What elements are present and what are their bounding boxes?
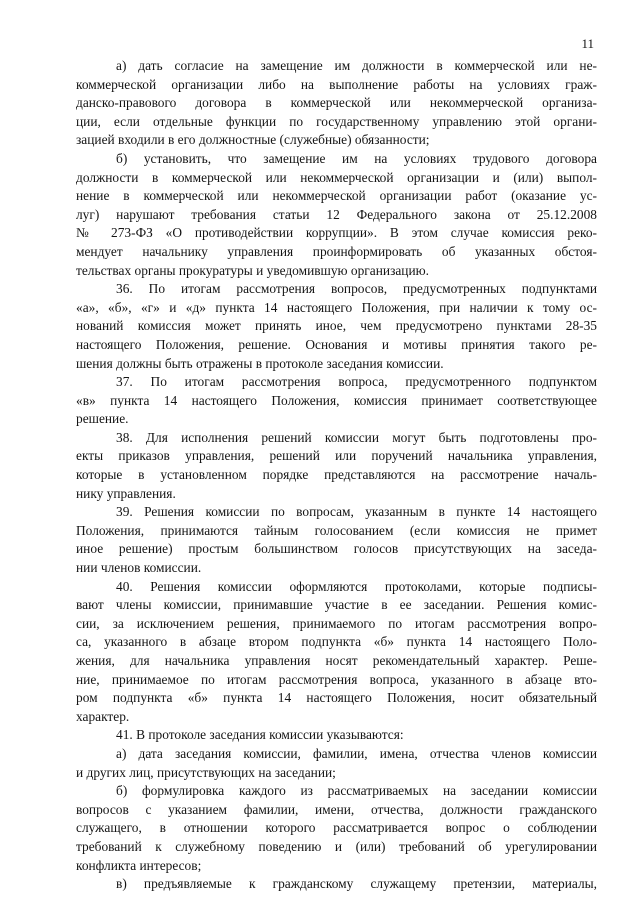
text-line: сии, за исключением решения, принимаемого по итогам рассмотрения вопро- xyxy=(76,615,597,631)
text-line: ром подпункта «б» пункта 14 настоящего Положения, носит обязательный xyxy=(76,690,597,706)
text-line: которые в установленном порядке представляются на рассмотрение началь- xyxy=(76,467,597,483)
text-line: и других лиц, присутствующих на заседании; xyxy=(76,764,336,780)
text-line: «в» пункта 14 настоящего Положения, комиссия принимает соответствующее xyxy=(76,392,597,408)
text-line: нований комиссия может принять иное, чем предусмотрено пунктами 28-35 xyxy=(76,318,597,334)
text-line: б) формулировка каждого из рассматриваемых на заседании комиссии xyxy=(116,783,597,799)
text-line: нение в коммерческой или некоммерческой организации работ (оказание ус- xyxy=(76,188,597,204)
text-line: тельствах органы прокуратуры и уведомившую организацию. xyxy=(76,262,429,278)
text-line: иное решение) простым большинством голосов присутствующих на заседа- xyxy=(76,541,597,557)
text-line: мендует начальнику управления проинформировать об указанных обстоя- xyxy=(76,243,597,259)
text-line: ции, если отдельные функции по государственному управлению этой органи- xyxy=(76,113,597,129)
text-line: луг) нарушают требования статьи 12 Федерального закона от 25.12.2008 xyxy=(76,206,597,222)
text-line: требований к служебному поведению и (или) требований об урегулировании xyxy=(76,838,597,854)
page-number: 11 xyxy=(581,36,594,51)
text-line: шения должны быть отражены в протоколе заседания комиссии. xyxy=(76,355,444,371)
text-line: жения, для начальника управления носят рекомендательный характер. Реше- xyxy=(76,653,597,668)
text-line: настоящего Положения, решение. Основания и мотивы принятия такого ре- xyxy=(76,336,597,352)
text-line: 37. По итогам рассмотрения вопроса, предусмотренного подпунктом xyxy=(116,374,597,390)
text-line: нии членов комиссии. xyxy=(76,560,202,576)
text-line: «а», «б», «г» и «д» пункта 14 настоящего Положения, при наличии к тому ос- xyxy=(76,299,597,315)
text-line: ние, принимаемое по итогам рассмотрения вопроса, указанного в абзаце вто- xyxy=(76,671,597,687)
text-line: Положения, принимаются тайным голосованием (если комиссия не примет xyxy=(76,522,597,538)
text-line: в) предъявляемые к гражданскому служащему претензии, материалы, xyxy=(116,876,597,892)
text-line: характер. xyxy=(76,708,130,724)
text-line: б) установить, что замещение им на условиях трудового договора xyxy=(116,150,597,166)
text-line: коммерческой организации либо на выполнение работы на условиях граж- xyxy=(76,76,597,92)
text-line: вопросов с указанием фамилии, имени, отчества, должности гражданского xyxy=(76,801,597,817)
text-line: а) дата заседания комиссии, фамилии, имена, отчества членов комиссии xyxy=(116,745,597,761)
text-line: а) дать согласие на замещение им должности в коммерческой или не- xyxy=(116,58,597,73)
text-line: данско-правового договора в коммерческой или некоммерческой организа- xyxy=(76,95,597,111)
text-line: нику управления. xyxy=(76,485,176,501)
text-line: вают члены комиссии, принимавшие участие в ее заседании. Решения комис- xyxy=(76,597,597,613)
text-line: екты приказов управления, решений или поручений начальника управления, xyxy=(76,448,597,464)
text-line: 36. По итогам рассмотрения вопросов, предусмотренных подпунктами xyxy=(116,281,597,297)
text-line: конфликта интересов; xyxy=(76,857,202,873)
text-line: са, указанного в абзаце втором подпункта «б» пункта 14 настоящего Поло- xyxy=(76,634,597,650)
text-line: 38. Для исполнения решений комиссии могут быть подготовлены про- xyxy=(116,429,597,445)
text-line: зацией входили в его должностные (служебные) обязанности; xyxy=(76,132,430,148)
text-line: служащего, в отношении которого рассматривается вопрос о соблюдении xyxy=(76,820,597,836)
text-line: решение. xyxy=(76,411,129,427)
text-line: 39. Решения комиссии по вопросам, указанным в пункте 14 настоящего xyxy=(116,504,597,520)
text-line: 41. В протоколе заседания комиссии указываются: xyxy=(116,727,404,743)
text-line: 40. Решения комиссии оформляются протоколами, которые подписы- xyxy=(116,578,597,594)
document-body xyxy=(76,57,597,894)
text-line: должности в коммерческой или некоммерческой организации и (или) выпол- xyxy=(76,169,597,185)
text-line: № 273-ФЗ «О противодействии коррупции». В этом случае комиссия реко- xyxy=(76,225,597,241)
